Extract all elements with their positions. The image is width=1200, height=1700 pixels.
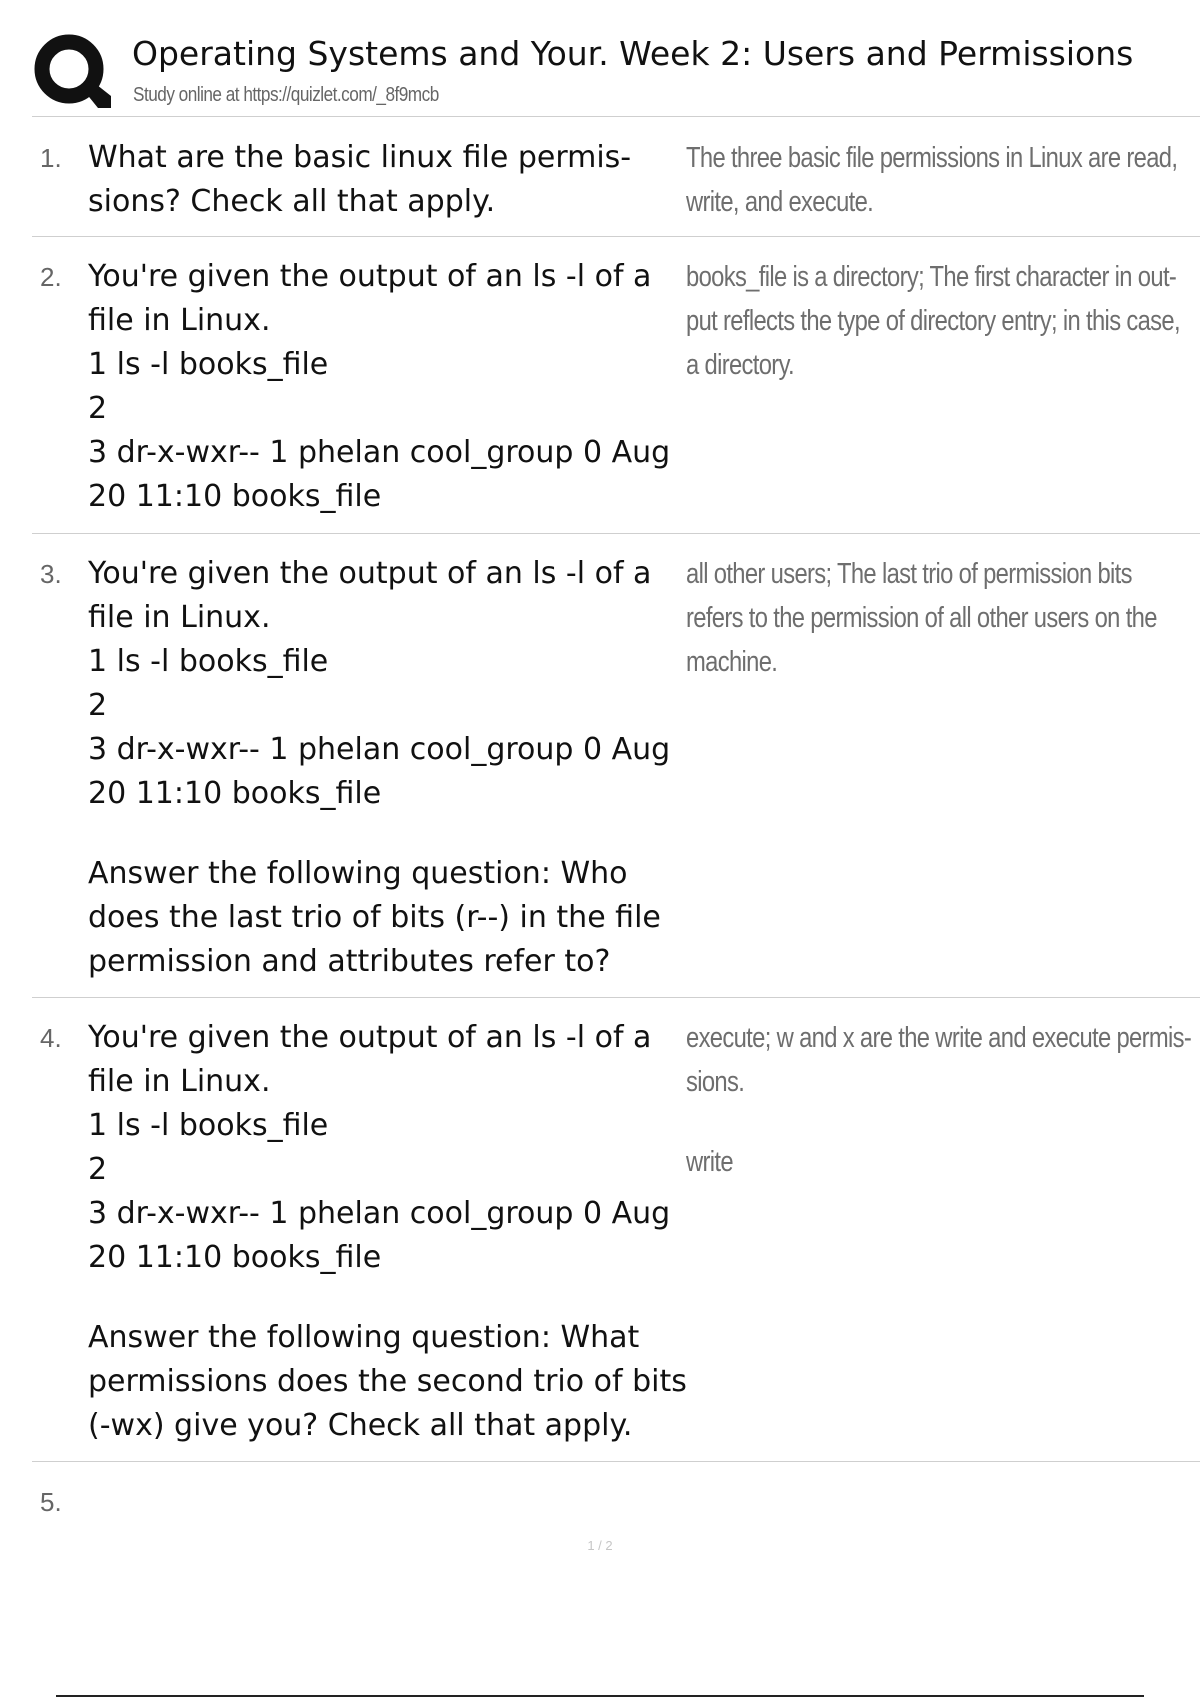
card-answer [686,255,1180,387]
answer-line: machine. [686,646,778,678]
card-question [88,255,708,519]
card-answer [686,1016,1192,1184]
card-answer [686,136,1178,224]
question-line: file in Linux. [88,1064,271,1099]
card-number: 4. [40,1023,62,1053]
card-number: 3. [40,559,62,589]
answer-line: sions. [686,1066,745,1098]
question-line: does the last trio of bits (r--) in the file [88,900,661,935]
answer-line: all other users; The last trio of permission bits [686,558,1132,590]
question-line: 3 dr-x-wxr-- 1 phelan cool_group 0 Aug [88,732,671,767]
flashcard-2 [32,237,1200,534]
question-line: 2 [88,1152,108,1187]
answer-line: a directory. [686,349,794,381]
question-line: You're given the output of an ls -l of a [88,1020,652,1055]
answer-line: execute; w and x are the write and execute permis- [686,1022,1192,1054]
answer-line: write, and execute. [686,186,874,218]
question-line: permission and attributes refer to? [88,944,611,979]
card-question [88,1016,708,1448]
question-line: 20 11:10 books_file [88,1240,382,1275]
quizlet-q-logo-icon [32,32,112,112]
question-line: 2 [88,688,108,723]
question-line: You're given the output of an ls -l of a [88,259,652,294]
question-line: You're given the output of an ls -l of a [88,556,652,591]
answer-line: books_file is a directory; The first character in out- [686,261,1177,293]
question-line: (-wx) give you? Check all that apply. [88,1408,633,1443]
paragraph-gap [686,1104,1145,1140]
question-line: 2 [88,391,108,426]
question-line: Answer the following question: What [88,1320,640,1355]
question-line: 3 dr-x-wxr-- 1 phelan cool_group 0 Aug [88,1196,671,1231]
header-divider [32,116,1200,117]
question-line: 3 dr-x-wxr-- 1 phelan cool_group 0 Aug [88,435,671,470]
answer-line: put reflects the type of directory entry; in this case, [686,305,1180,337]
question-line: 1 ls -l books_file [88,347,329,382]
page-header [0,0,1200,118]
question-line: 1 ls -l books_file [88,644,329,679]
card-number: 5. [40,1487,62,1517]
question-line: 20 11:10 books_file [88,479,382,514]
question-line: file in Linux. [88,600,271,635]
question-line: Answer the following question: Who [88,856,628,891]
card-question [88,552,708,984]
question-line: sions? Check all that apply. [88,184,496,219]
flashcard-1 [32,118,1200,237]
card-number: 2. [40,262,62,292]
question-line: file in Linux. [88,303,271,338]
answer-line: refers to the permission of all other users on the [686,602,1157,634]
footer-divider [56,1695,1144,1697]
page-number: 1 / 2 [587,1538,613,1553]
question-line: What are the basic linux file permis- [88,140,632,175]
card-answer [686,552,1157,684]
page-title: Operating Systems and Your. Week 2: Users and Permissions [132,34,1134,73]
question-line: 1 ls -l books_file [88,1108,329,1143]
paragraph-gap [88,1280,708,1316]
flashcard-3 [32,534,1200,998]
card-question [88,136,708,224]
study-link[interactable]: Study online at https://quizlet.com/_8f9mcb [133,84,439,106]
paragraph-gap [88,816,708,852]
card-number: 1. [40,143,62,173]
answer-line: The three basic file permissions in Linux are read, [686,142,1178,174]
answer-line: write [686,1146,733,1178]
flashcard-4 [32,998,1200,1462]
question-line: 20 11:10 books_file [88,776,382,811]
question-line: permissions does the second trio of bits [88,1364,687,1399]
